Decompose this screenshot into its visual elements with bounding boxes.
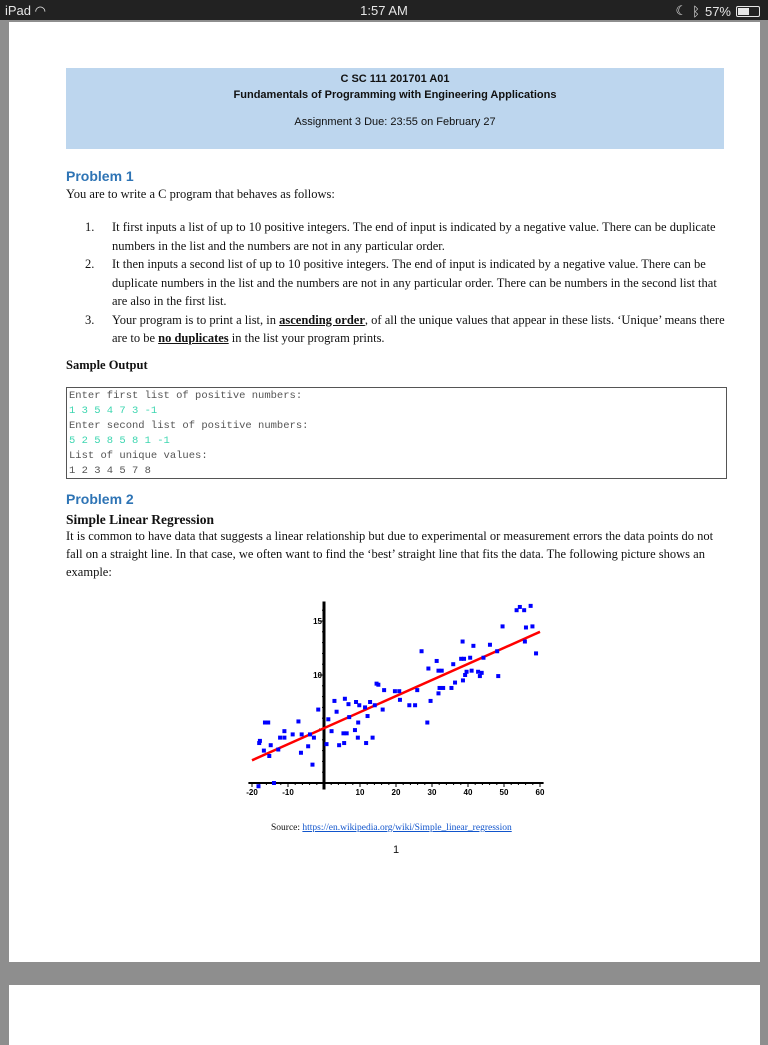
problem1-heading: Problem 1	[66, 168, 134, 184]
data-point	[529, 604, 533, 608]
x-tick-label: -20	[246, 788, 258, 797]
data-point	[530, 624, 534, 628]
data-point	[522, 608, 526, 612]
data-point	[300, 732, 304, 736]
code-line: Enter first list of positive numbers:	[69, 390, 303, 402]
data-point	[337, 743, 341, 747]
data-point	[326, 717, 330, 721]
data-point	[262, 749, 266, 753]
data-point	[476, 670, 480, 674]
data-point	[335, 710, 339, 714]
item-text: Your program is to print a list, in	[112, 312, 280, 327]
data-point	[267, 754, 271, 758]
data-point	[306, 744, 310, 748]
data-point	[316, 708, 320, 712]
x-tick-label: 40	[463, 788, 473, 797]
data-point	[441, 686, 445, 690]
data-point	[381, 708, 385, 712]
data-point	[523, 640, 527, 644]
data-point	[407, 703, 411, 707]
data-point	[299, 751, 303, 755]
bluetooth-icon: ᛒ	[692, 3, 700, 19]
item-text: It then inputs a second list of up to 10 positive integers. The end of input is indicated by a negative value. There can be duplicate numbers in the list and the numbers are not in any particular order. There can be numbers in the second list that are also in the first list.	[112, 257, 717, 308]
data-point	[325, 742, 329, 746]
status-bar	[0, 0, 768, 20]
data-point	[266, 721, 270, 725]
data-point	[272, 781, 276, 785]
emphasis-ascending: ascending order	[279, 312, 365, 327]
data-point	[256, 784, 260, 788]
data-point	[518, 605, 522, 609]
data-point	[413, 703, 417, 707]
problem1-intro: You are to write a C program that behaves as follows:	[66, 187, 335, 201]
status-right	[676, 3, 761, 19]
document-page[interactable]	[9, 22, 760, 962]
data-point	[440, 669, 444, 673]
data-point	[470, 669, 474, 673]
x-tick-label: 30	[427, 788, 437, 797]
item-text: It first inputs a list of up to 10 positive integers. The end of input is indicated by a negative value. There can be duplicate numbers in the list and the numbers are not in any particular order.	[112, 220, 716, 253]
requirements-list	[85, 218, 725, 348]
data-point	[436, 691, 440, 695]
data-point	[495, 649, 499, 653]
problem2-subheading: Simple Linear Regression	[66, 512, 215, 527]
course-header	[66, 68, 724, 149]
data-point	[376, 683, 380, 687]
data-point	[468, 656, 472, 660]
data-point	[269, 743, 273, 747]
data-point	[291, 732, 295, 736]
data-point	[368, 700, 372, 704]
data-point	[346, 702, 350, 706]
data-point	[465, 670, 469, 674]
data-point	[282, 729, 286, 733]
next-page[interactable]	[9, 985, 760, 1045]
data-point	[471, 644, 475, 648]
item-number: 3.	[85, 312, 95, 327]
data-point	[488, 643, 492, 647]
problem2-heading: Problem 2	[66, 491, 134, 507]
data-point	[363, 705, 367, 709]
data-point	[356, 721, 360, 725]
data-point	[398, 698, 402, 702]
list-item	[85, 311, 725, 348]
data-point	[461, 640, 465, 644]
code-line: Enter second list of positive numbers:	[69, 420, 309, 432]
data-point	[373, 703, 377, 707]
data-point	[382, 688, 386, 692]
item-number: 1.	[85, 220, 95, 234]
data-point	[481, 656, 485, 660]
data-point	[461, 678, 465, 682]
data-point	[480, 671, 484, 675]
data-point	[278, 736, 282, 740]
emphasis-no-duplicates: no duplicates	[158, 331, 229, 345]
data-point	[258, 739, 262, 743]
data-point	[501, 624, 505, 628]
x-tick-label: -10	[282, 788, 294, 797]
course-title: Fundamentals of Programming with Engineering Applications	[233, 89, 557, 101]
code-input-line: 5 2 5 8 5 8 1 -1	[69, 435, 170, 447]
data-point	[276, 748, 280, 752]
item-text: , of all the unique values that appear in these lists. ‘Unique’ means there are to be	[112, 312, 725, 345]
data-point	[347, 715, 351, 719]
device-name: iPad	[5, 3, 32, 18]
data-point	[534, 651, 538, 655]
data-point	[312, 736, 316, 740]
data-point	[308, 732, 312, 736]
x-tick-label: 10	[355, 788, 365, 797]
moon-icon: ☾	[675, 3, 688, 18]
data-point	[343, 697, 347, 701]
sample-output-box	[66, 387, 727, 479]
x-tick-label: 20	[391, 788, 401, 797]
x-tick-label: 60	[535, 788, 545, 797]
list-item	[85, 255, 725, 311]
data-point	[429, 699, 433, 703]
data-point	[371, 736, 375, 740]
code-line: 1 2 3 4 5 7 8	[69, 465, 151, 477]
x-tick-label: 50	[499, 788, 509, 797]
data-point	[425, 721, 429, 725]
data-point	[397, 689, 401, 693]
assignment-due: Assignment 3 Due: 23:55 on February 27	[294, 116, 496, 128]
data-point	[357, 703, 361, 707]
source-link[interactable]: https://en.wikipedia.org/wiki/Simple_linear_regression	[302, 823, 512, 833]
code-input-line: 1 3 5 4 7 3 -1	[69, 405, 158, 417]
wifi-icon: ◠	[34, 3, 46, 18]
data-point	[420, 649, 424, 653]
data-point	[356, 736, 360, 740]
battery-icon	[736, 6, 760, 17]
page-number: 1	[393, 844, 400, 856]
data-point	[345, 731, 349, 735]
figure-source	[271, 823, 512, 833]
clock: 1:57 AM	[360, 3, 408, 18]
data-point	[330, 729, 334, 733]
data-point	[310, 763, 314, 767]
data-point	[496, 674, 500, 678]
data-point	[438, 686, 442, 690]
item-number: 2.	[85, 257, 95, 271]
course-code: C SC 111 201701 A01	[340, 73, 450, 85]
data-point	[453, 681, 457, 685]
data-point	[393, 689, 397, 693]
data-point	[366, 714, 370, 718]
data-point	[364, 741, 368, 745]
sample-output-heading: Sample Output	[66, 358, 148, 372]
data-point	[462, 657, 466, 661]
regression-chart	[240, 600, 560, 825]
data-point	[449, 686, 453, 690]
data-point	[426, 667, 430, 671]
data-point	[296, 719, 300, 723]
data-point	[332, 699, 336, 703]
y-tick-label: 10	[313, 671, 322, 680]
code-line: List of unique values:	[69, 450, 208, 462]
problem2-text: It is common to have data that suggests a linear relationship but due to experimental or measurement errors the data points do not fall on a straight line. In that case, we often want to find the ‘best’ straight line that fits the data. The following picture shows an example:	[66, 529, 714, 579]
list-item	[85, 218, 725, 255]
data-point	[451, 662, 455, 666]
data-point	[435, 659, 439, 663]
battery-fill	[738, 8, 749, 15]
data-point	[282, 736, 286, 740]
y-tick-label: 15	[313, 617, 322, 626]
item-text: in the list your program prints.	[228, 331, 385, 345]
data-point	[524, 625, 528, 629]
battery-percent: 57%	[704, 3, 731, 19]
source-label: Source:	[271, 823, 303, 833]
data-point	[353, 728, 357, 732]
data-point	[415, 688, 419, 692]
data-point	[342, 741, 346, 745]
